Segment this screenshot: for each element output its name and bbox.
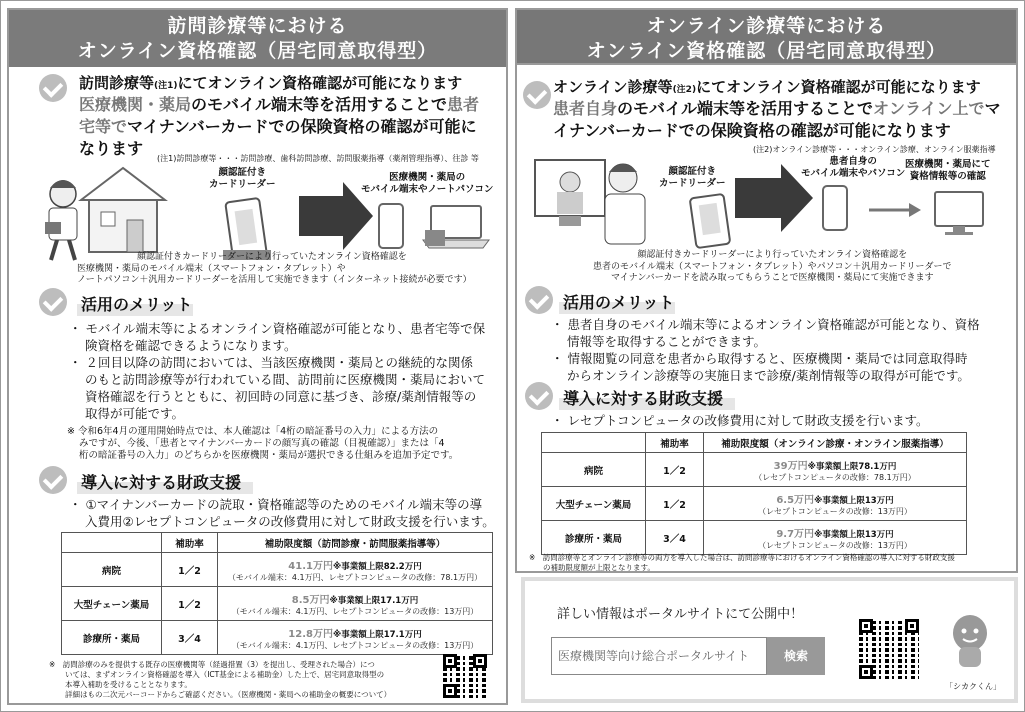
check-icon — [39, 74, 67, 102]
portal-box — [521, 577, 1018, 703]
table-row: 診療所・薬局 3／4 9.7万円※事業額上限13万円 （レセプトコンピュータの改修：13万円） — [542, 521, 967, 555]
laptop-icon — [423, 206, 489, 248]
lead-line-1: 訪問診療等(注1)にてオンライン資格確認が可能になります — [79, 74, 463, 92]
check-icon — [525, 382, 553, 410]
check-icon — [525, 286, 553, 314]
support-text: ・ ①マイナンバーカードの読取・資格確認等のためのモバイル端末等の導 入費用②レセプトコンピュータの改修費用に対して財政支援を行います。 — [69, 497, 495, 529]
support-text: ・ レセプトコンピュータの改修費用に対して財政支援を行います。 — [551, 413, 929, 428]
merit-list: ・ 患者自身のモバイル端末等によるオンライン資格確認が可能となり、資格 情報等を取得することができます。 ・ 情報閲覧の同意を患者から取得すると、医療機関・薬局では同意取得時 からオンライン診療等の実施日まで診療/薬剤情報等の取得が可能です。 — [551, 317, 980, 383]
mobile-label: 医療機関・薬局の モバイル端末やノートパソコン — [361, 172, 494, 195]
thin-arrow-icon — [869, 203, 921, 217]
table-header-row: 補助率 補助限度額（オンライン診療・オンライン服薬指導） — [542, 433, 967, 453]
support-title: 導入に対する財政支援 — [81, 473, 242, 492]
mascot-icon — [949, 607, 991, 679]
footnote-2: (注2)オンライン診療等・・・オンライン診療、オンライン服薬指導 — [753, 145, 996, 154]
bottom-note: ※ 訪問診療のみを提供する既存の医療機関等（経過措置（3）を提出し、受理された場合）につ いては、まずオンライン資格確認を導入（ICT基金による補助金）した上で、居宅同意取得型の 本導入補助を受けることとなります。 詳細はもの二次元バーコードからご確認ください。（医療機関・薬局への補助金の概要について） — [49, 660, 392, 699]
table-row: 病院 1／2 39万円※事業額上限78.1万円 （レセプトコンピュータの改修：78.1万円） — [542, 453, 967, 487]
search-button[interactable]: 検索 — [767, 637, 825, 675]
online-panel — [515, 8, 1018, 705]
check-icon — [39, 288, 67, 316]
table-row: 大型チェーン薬局 1／2 8.5万円※事業額上限17.1万円 （モバイル端末：4.1万円、レセプトコンピュータの改修：13万円） — [62, 587, 493, 621]
lead-text: 患者自身のモバイル端末等を活用することでオンライン上でマ イナンバーカードでの保険資格の確認が可能になります — [553, 99, 1001, 140]
table-row: 大型チェーン薬局 1／2 6.5万円※事業額上限13万円 （レセプトコンピュータの改修：13万円） — [542, 487, 967, 521]
portal-text: 詳しい情報はポータルサイトにて公開中！ — [557, 607, 804, 622]
support-title: 導入に対する財政支援 — [563, 389, 724, 408]
doctor-icon — [605, 164, 645, 244]
illustration-desc: 顔認証付きカードリーダーにより行っていたオンライン資格確認を 患者のモバイル端末（スマートフォン・タブレット）やパソコン＋汎用カードリーダーで マイナンバーカードを読み取ってもらうことで医療機関・薬局にて実施できます — [593, 250, 952, 283]
mascot-name: 「シカクくん」 — [945, 682, 1001, 691]
table-row: 診療所・薬局 3／4 12.8万円※事業額上限17.1万円 （モバイル端末：4.1万円、レセプトコンピュータの改修：13万円） — [62, 621, 493, 655]
panel-header: オンライン診療等における オンライン資格確認（居宅同意取得型） — [515, 8, 1018, 65]
bottom-note: ※ 訪問診療等とオンライン診療等の両方を導入した場合は、訪問診療等におけるオンライン資格確認の導入に対する財政支援 の補助限度額が上限となります。 — [529, 553, 955, 572]
reader-label: 顔認証付き カードリーダー — [659, 166, 726, 189]
search-input[interactable]: 医療機関等向け総合ポータルサイト — [551, 637, 767, 675]
patient-label: 患者自身の モバイル端末やパソコン — [801, 156, 906, 179]
lead-text: 医療機関・薬局のモバイル端末等を活用することで患者 宅等でマイナンバーカードでの保険資格の確認が可能に なります — [79, 95, 480, 158]
merit-list: ・ モバイル端末等によるオンライン資格確認が可能となり、患者宅等で保 険資格を確認できるようになります。 ・ ２回目以降の訪問においては、当該医療機関・薬局との継続的な関係 のもと訪問診療等が行われている間、訪問前に医療機関・薬局において 資格確認を行うとともに、初回時の同意に基づき、診療/薬剤情報等の 取得が可能です。 — [69, 321, 486, 421]
qr-code[interactable] — [443, 654, 487, 698]
video-call-icon — [535, 160, 605, 226]
smartphone-icon — [379, 204, 403, 248]
check-icon — [523, 81, 551, 109]
qr-code[interactable] — [859, 619, 919, 679]
merit-title: 活用のメリット — [81, 295, 193, 314]
footnote-1: (注1)訪問診療等・・・訪問診療、歯科訪問診療、訪問服薬指導（薬剤管理指導）、往診 等 — [157, 154, 479, 163]
illustration-desc: 顔認証付きカードリーダーにより行っていたオンライン資格確認を 医療機関・薬局のモバイル端末（スマートフォン・タブレット）や ノートパソコン＋汎用カードリーダーを活用して実施できます（インターネット接続が必要です） — [77, 252, 472, 285]
check-icon — [39, 466, 67, 494]
table-row: 病院 1／2 41.1万円※事業額上限82.2万円 （モバイル端末：4.1万円、レセプトコンピュータの改修：78.1万円） — [62, 553, 493, 587]
panel-header: 訪問診療等における オンライン資格確認（居宅同意取得型） — [9, 10, 506, 67]
lead-line-1: オンライン診療等(注2)にてオンライン資格確認が可能になります — [553, 78, 981, 96]
table-header-row: 補助率 補助限度額（訪問診療・訪問服薬指導等） — [62, 533, 493, 553]
subsidy-table — [541, 432, 967, 555]
reader-label: 顔認証付き カードリーダー — [209, 167, 276, 190]
monitor-icon — [935, 192, 983, 235]
merit-title: 活用のメリット — [563, 293, 675, 312]
r6-note: ※ 令和6年4月の運用開始時点では、本人確認は「4桁の暗証番号の入力」による方法の みですが、今後、「患者とマイナンバーカードの顔写真の確認（目視確認）」または「4 桁の暗証番号の入力」のどちらかを医療機関・薬局が選択できる仕組みを追加予定です。 — [67, 426, 459, 461]
house-icon — [81, 168, 165, 252]
card-reader-icon — [223, 198, 271, 260]
card-reader-icon — [690, 194, 731, 248]
doctor-icon — [45, 180, 77, 260]
home-visit-panel — [7, 8, 508, 705]
smartphone-icon — [823, 186, 847, 230]
clinic-label: 医療機関・薬局にて 資格情報等の確認 — [905, 159, 991, 182]
subsidy-table — [61, 532, 493, 655]
